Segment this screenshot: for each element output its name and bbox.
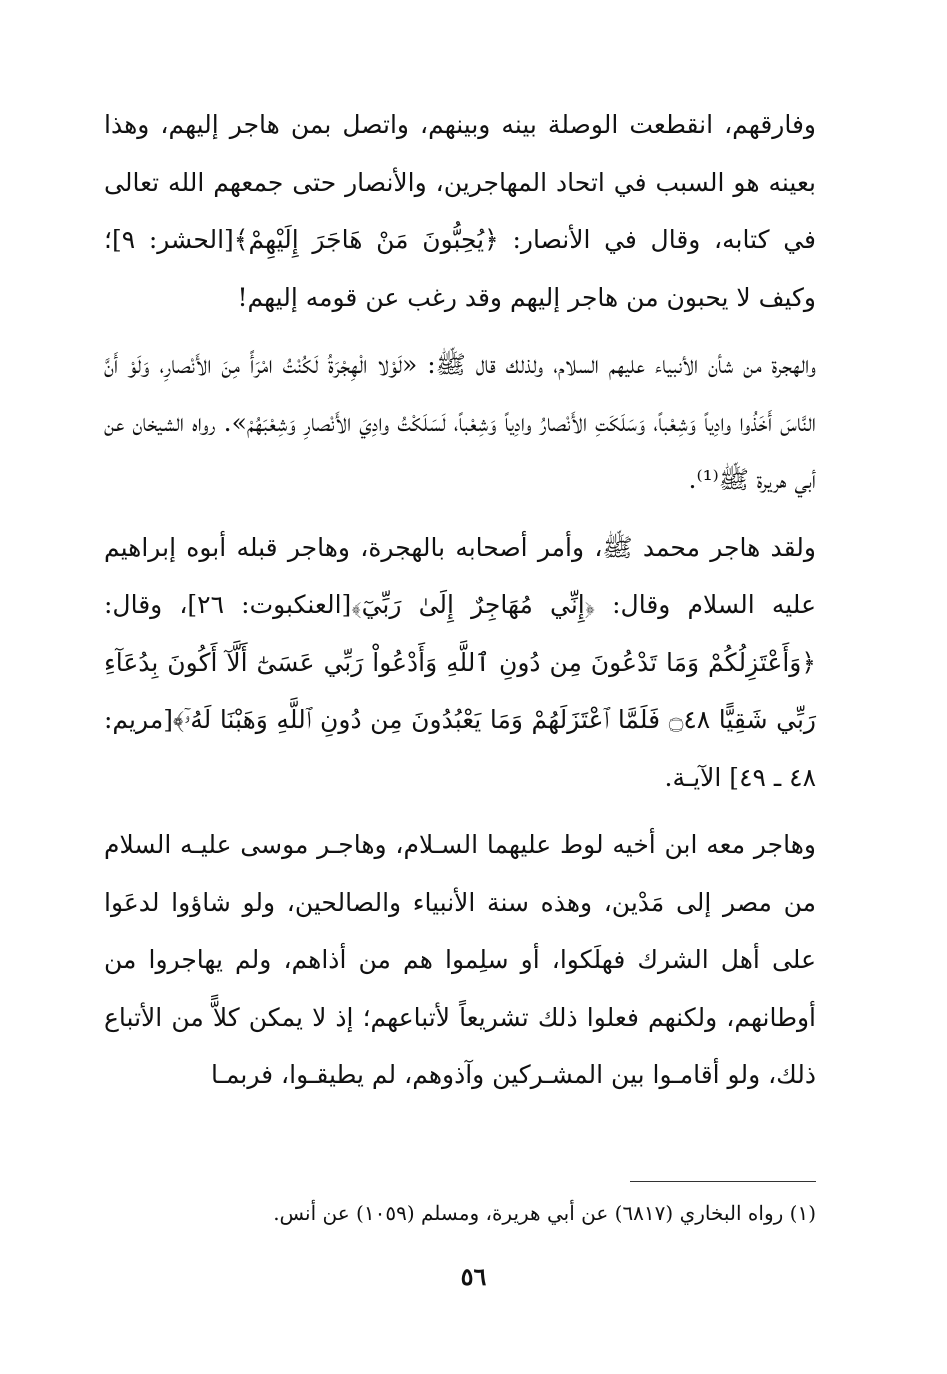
page-number: ٥٦ [460, 1262, 487, 1291]
footnote-divider [630, 1181, 816, 1182]
paragraph-2: والهجرة من شأن الأنبياء عليهم السلام، ولذلك قال ﷺ: «لَوْلا الْهِجْرَةُ لَكُنْتُ امْرَأً مِنَ الأَنْصارِ، وَلَوْ أَنَّ النَّاسَ أَخَذُوا وادِياً وَشِعْباً، وَسَلَكَتِ الأَنْصارُ وادِياً وَشِعْباً، لَسَلَكْتُ وادِيَ الأَنْصارِ وَشِعْبَهُمْ». رواه الشيخان عن أبي هريرة ﷺ⁽¹⁾. [104, 350, 816, 494]
paragraph-1: وفارقهم، انقطعت الوصلة بينه وبينهم، واتصل بمن هاجر إليهم، وهذا بعينه هو السبب في اتحاد المهاجرين، والأنصار حتى جمعهم الله تعالى في كتابه، وقال في الأنصار: ﴿يُحِبُّونَ مَنْ هَاجَرَ إِلَيْهِمْ﴾[الحشر: ٩]؛ وكيف لا يحبون من هاجر إليهم وقد رغب عن قومه إليهم! [104, 110, 816, 312]
main-text [104, 96, 816, 1104]
footnote: (١) رواه البخاري (٦٨١٧) عن أبي هريرة، ومسلم (١٠٥٩) عن أنس. [273, 1201, 816, 1225]
paragraph-4: وهاجر معه ابن أخيه لوط عليهما السـلام، وهاجـر موسى عليـه السلام من مصر إلى مَدْين، وهذه سنة الأنبياء والصالحين، ولو شاؤوا لدعَوا على أهل الشرك فهلَكوا، أو سلِموا هم من أذاهم، ولم يهاجروا من أوطانهم، ولكنهم فعلوا ذلك تشريعاً لأتباعهم؛ إذ لا يمكن كلاًّ من الأتباع ذلك، ولو أقامـوا بين المشـركين وآذوهم، لم يطيقـوا، فربمـا [104, 830, 816, 1089]
paragraph-3: ولقد هاجر محمد ﷺ، وأمر أصحابه بالهجرة، وهاجر قبله أبوه إبراهيم عليه السلام وقال: ﴿إِنِّي مُهَاجِرٌ إِلَىٰ رَبِّيٓ﴾[العنكبوت: ٢٦]، وقال: ﴿وَأَعْتَزِلُكُمْ وَمَا تَدْعُونَ مِن دُونِ ٱللَّهِ وَأَدْعُواْ رَبِّي عَسَىٰٓ أَلَّآ أَكُونَ بِدُعَآءِ رَبِّي شَقِيًّا ۝٤٨ فَلَمَّا ٱعْتَزَلَهُمْ وَمَا يَعْبُدُونَ مِن دُونِ ٱللَّهِ وَهَبْنَا لَهُۥٓ﴾[مريم: ٤٨ ـ ٤٩] الآيـة. [104, 532, 816, 792]
